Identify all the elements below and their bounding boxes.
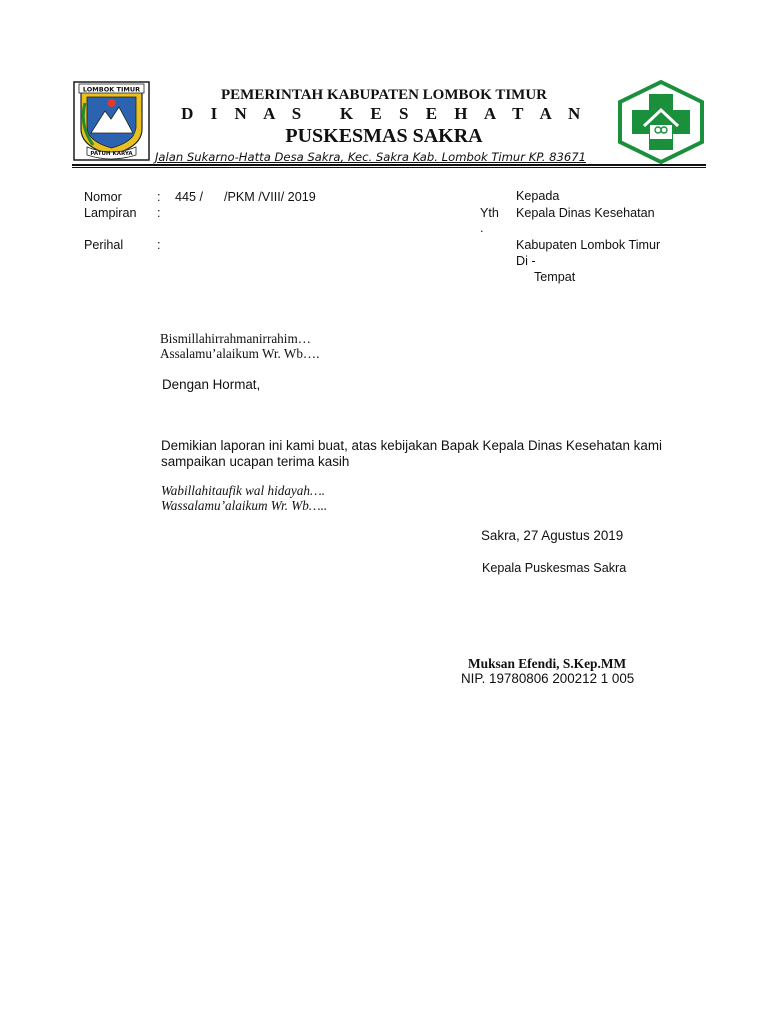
letterhead-rule-thin: [72, 167, 706, 168]
opening-salam: Assalamu’alaikum Wr. Wb….: [160, 346, 320, 361]
signatory-nip: NIP. 19780806 200212 1 005: [461, 671, 635, 686]
government-name: PEMERINTAH KABUPATEN LOMBOK TIMUR: [221, 87, 547, 103]
closing-paragraph-line-1: Demikian laporan ini kami buat, atas kebijakan Bapak Kepala Dinas Kesehatan kami: [161, 438, 662, 453]
puskesmas-cross-logo: [618, 80, 704, 164]
recipient-line-2: Kabupaten Lombok Timur: [516, 238, 661, 252]
closing-wabillahi: Wabillahitaufik wal hidayah….: [161, 483, 325, 498]
signatory-name: Muksan Efendi, S.Kep.MM: [468, 656, 627, 671]
signatory-position: Kepala Puskesmas Sakra: [482, 561, 627, 575]
place-date: Sakra, 27 Agustus 2019: [481, 528, 624, 543]
recipient-line-1: Kepala Dinas Kesehatan: [516, 206, 655, 220]
recipient-kepada: Kepada: [516, 189, 560, 203]
lombok-timur-emblem-logo: [73, 81, 150, 161]
opening-bismillah: Bismillahirrahmanirrahim…: [160, 331, 311, 346]
closing-paragraph-line-2: sampaikan ucapan terima kasih: [161, 454, 350, 469]
logo-top-label: LOMBOK TIMUR: [82, 85, 141, 94]
nomor-colon: :: [157, 190, 161, 204]
letterhead-address: Jalan Sukarno-Hatta Desa Sakra, Kec. Sakra Kab. Lombok Timur KP. 83671: [155, 150, 586, 164]
recipient-line-3: Di -: [516, 254, 536, 268]
logo-bottom-label: PATUH KARYA: [90, 151, 133, 157]
lampiran-colon: :: [157, 206, 161, 220]
nomor-value: 445 / /PKM /VIII/ 2019: [175, 190, 316, 204]
institution-name: PUSKESMAS SAKRA: [285, 125, 483, 147]
department-name: D I N A S K E S E H A T A N: [181, 104, 587, 123]
perihal-label: Perihal: [84, 238, 124, 252]
recipient-yth-dot: .: [480, 221, 484, 235]
nomor-label: Nomor: [84, 190, 122, 204]
recipient-line-4: Tempat: [534, 270, 576, 284]
recipient-yth: Yth: [480, 206, 499, 220]
letterhead-rule-thick: [72, 164, 706, 166]
lampiran-label: Lampiran: [84, 206, 137, 220]
greeting-hormat: Dengan Hormat,: [162, 377, 261, 392]
closing-wassalam: Wassalamu’alaikum Wr. Wb…..: [161, 498, 328, 513]
perihal-colon: :: [157, 238, 161, 252]
